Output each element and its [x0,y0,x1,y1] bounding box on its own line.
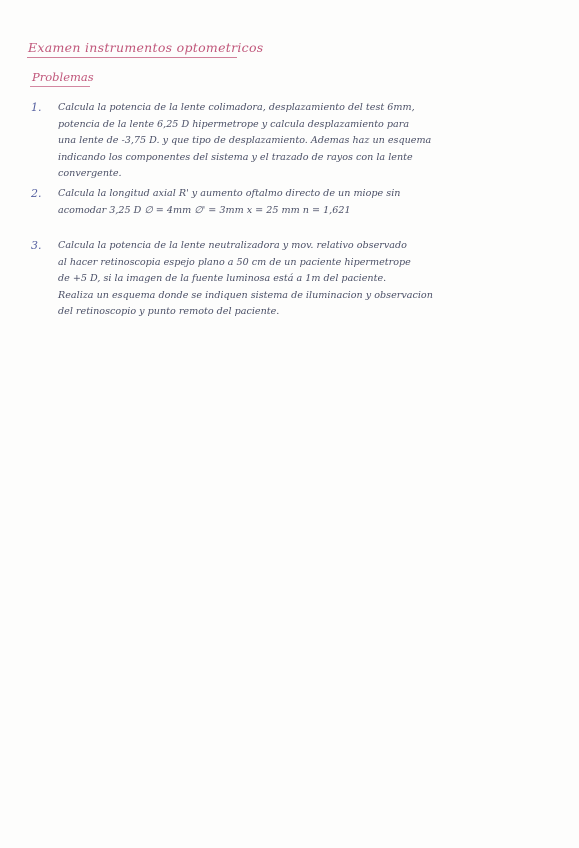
problem-line: Calcula la longitud axial R' y aumento oftalmo directo de un miope sin [58,188,401,199]
problem-line: una lente de -3,75 D. y que tipo de desplazamiento. Ademas haz un esquema [58,135,432,147]
problem-line: de +5 D, si la imagen de la fuente luminosa está a 1m del paciente. [58,273,387,285]
problem-line: Calcula la potencia de la lente neutralizadora y mov. relativo observado [58,240,407,251]
problem-number: 1. [31,101,42,114]
problem-number: 2. [31,187,42,200]
problem-line: Realiza un esquema donde se indiquen sistema de iluminacion y observacion [58,289,433,301]
problem-line: potencia de la lente 6,25 D hipermetrope y calcula desplazamiento para [58,118,410,130]
problem-line: convergente. [58,168,122,180]
problem-line: del retinoscopio y punto remoto del paciente. [58,306,280,318]
problem-number: 3. [31,239,42,252]
problem-2 [31,186,559,219]
problem-3 [31,238,559,321]
section-heading: Problemas [32,70,94,84]
problem-line: acomodar 3,25 D ∅ = 4mm ∅' = 3mm x = 25 mm n = 1,621 [58,204,351,216]
problem-1 [31,100,559,183]
problem-line: al hacer retinoscopia espejo plano a 50 cm de un paciente hipermetrope [58,256,411,268]
problem-line: Calcula la potencia de la lente colimadora, desplazamiento del test 6mm, [58,102,415,113]
problem-line: indicando los componentes del sistema y el trazado de rayos con la lente [58,151,413,163]
page-title: Examen instrumentos optometricos [28,40,264,55]
section-underline [30,86,90,87]
title-underline [27,57,237,58]
